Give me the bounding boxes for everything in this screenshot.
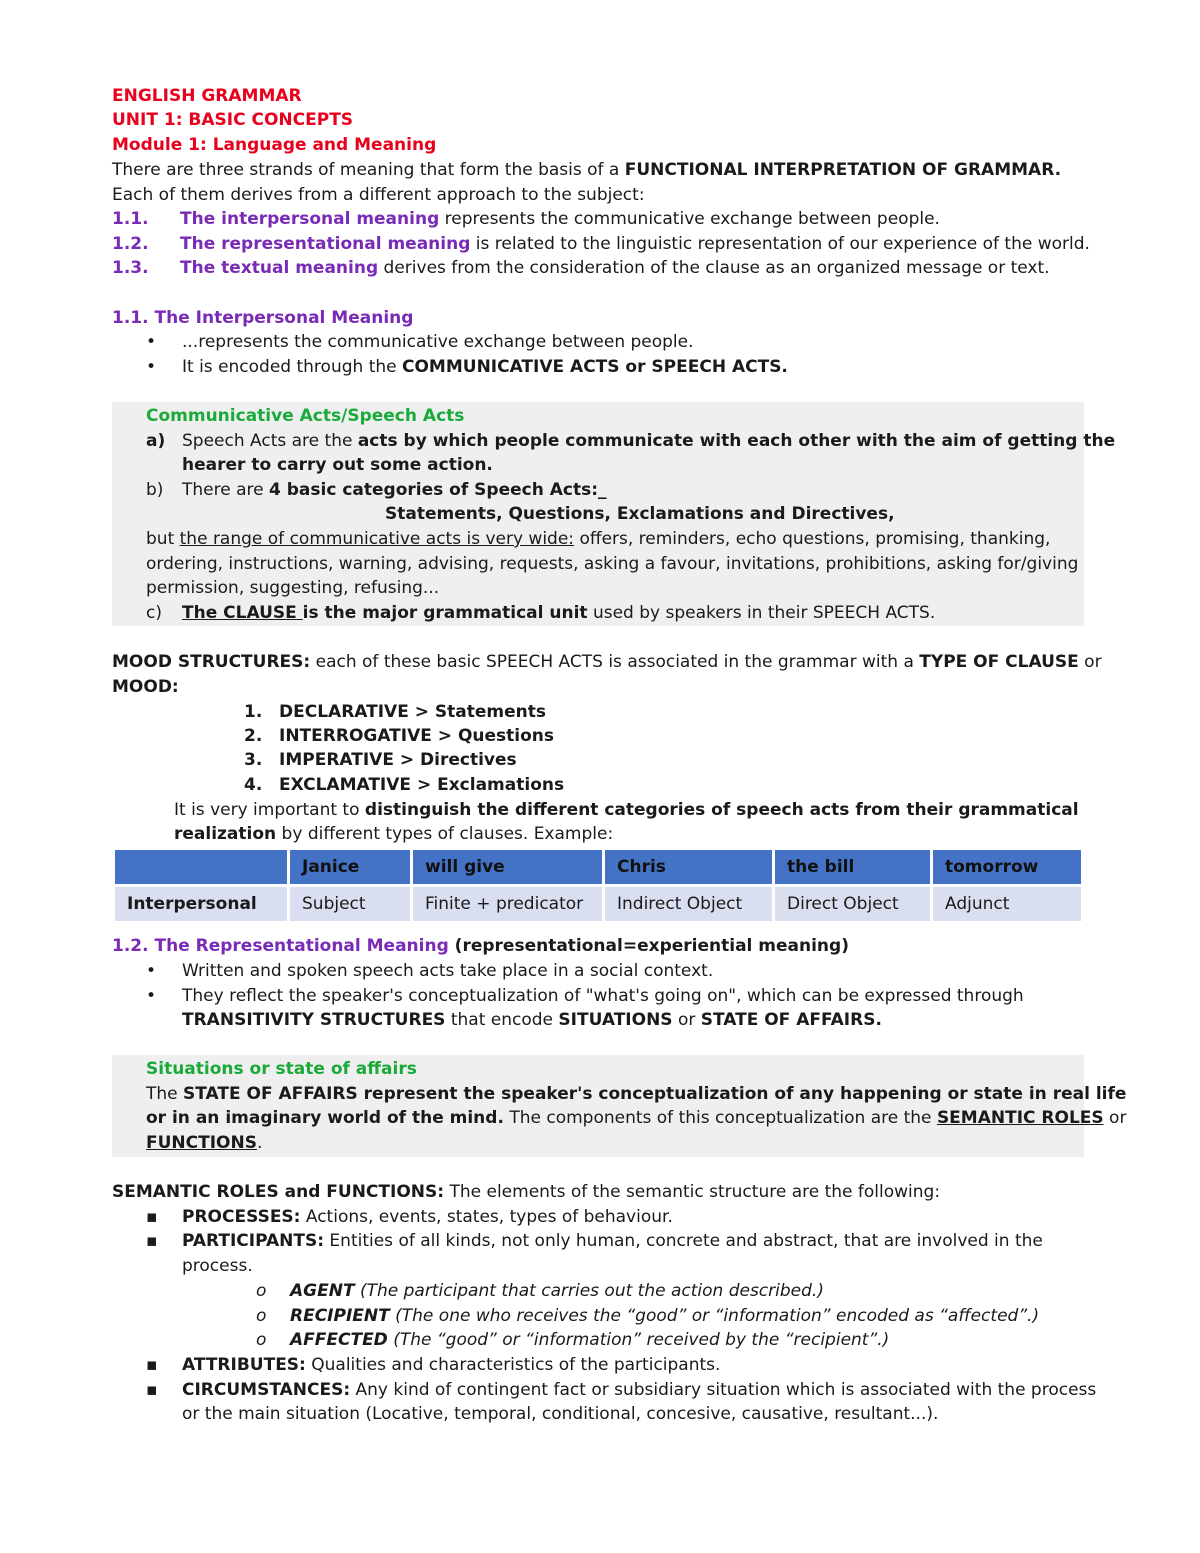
speech-acts-range-3: permission, suggesting, refusing...: [146, 578, 440, 598]
speech-acts-item-a-cont: hearer to carry out some action.: [182, 455, 493, 475]
speech-acts-item-c: c) The CLAUSE is the major grammatical unit used by speakers in their SPEECH ACTS.: [146, 603, 936, 623]
representational-heading: 1.2. The Representational Meaning (representational=experiential meaning): [112, 936, 849, 956]
semantic-roles-intro: SEMANTIC ROLES and FUNCTIONS: The elements of the semantic structure are the following:: [112, 1182, 941, 1202]
example-table: [112, 847, 1084, 924]
mood-structures-line-1: MOOD STRUCTURES: each of these basic SPEECH ACTS is associated in the grammar with a TYPE OF CLAUSE or: [112, 652, 1102, 672]
table-row: [115, 887, 1081, 921]
square-bullet-icon: ▪: [146, 1355, 158, 1375]
table-header-cell: tomorrow: [933, 850, 1081, 884]
mood-structures-line-2: MOOD:: [112, 677, 179, 697]
table-header-cell: Chris: [605, 850, 772, 884]
module-title: Module 1: Language and Meaning: [112, 135, 437, 155]
situations-line-3: FUNCTIONS.: [146, 1133, 263, 1153]
table-header-cell: Janice: [290, 850, 410, 884]
situations-line-2: or in an imaginary world of the mind. The components of this conceptualization are the SEMANTIC ROLES or: [146, 1108, 1127, 1128]
circle-bullet-icon: o: [256, 1330, 267, 1350]
square-bullet-icon: ▪: [146, 1380, 158, 1400]
table-cell: Direct Object: [775, 887, 930, 921]
speech-acts-range-1: but the range of communicative acts is very wide: offers, reminders, echo questions, promising, thanking,: [146, 529, 1051, 549]
representational-bullet-2-cont: TRANSITIVITY STRUCTURES that encode SITUATIONS or STATE OF AFFAIRS.: [182, 1010, 882, 1030]
bullet-icon: •: [146, 332, 157, 352]
table-header-cell: the bill: [775, 850, 930, 884]
circle-bullet-icon: o: [256, 1306, 267, 1326]
square-bullet-icon: ▪: [146, 1207, 158, 1227]
table-cell: Indirect Object: [605, 887, 772, 921]
speech-acts-range-2: ordering, instructions, warning, advising, requests, asking a favour, invitations, prohibitions, asking for/giving: [146, 554, 1079, 574]
semantic-sub-agent: o AGENT (The participant that carries out the action described.): [256, 1281, 824, 1301]
square-bullet-icon: ▪: [146, 1231, 158, 1251]
speech-acts-categories: Statements, Questions, Exclamations and Directives,: [385, 504, 895, 524]
mood-item-2: 2. INTERROGATIVE > Questions: [244, 726, 555, 746]
semantic-sub-recipient: o RECIPIENT (The one who receives the “good” or “information” encoded as “affected”.): [256, 1306, 1040, 1326]
document-page: ENGLISH GRAMMAR UNIT 1: BASIC CONCEPTS Module 1: Language and Meaning There are three strands of meaning that form the basis of a FUNCTIONAL INTERPRETATION OF GRAMMAR. Each of them derives from a different approach to the subject: 1.1. The interpersonal meaning represents the communicative exchange between people. 1.2. The representational meaning is related to the linguistic representation of our experience of the world. 1.3. The textual meaning derives from the consideration of the clause as an organized message or text. 1.1. The Interpersonal Meaning • ...represents the communicative exchange between people. • It is encoded through the COMMUNICATIVE ACTS or SPEECH ACTS. Communicative Acts/Speech Acts a) Speech Acts are the acts by which people communicate with each other with the aim of getting the hearer to carry out some action. b) There are 4 basic categories of Speech Acts:_ Statements, Questions, Exclamations and Directives, but the range of communicative acts is very wide: offers, reminders, echo questions, promising, thanking, ordering, instructions, warning, advising, requests, asking a favour, invitations, prohibitions, asking for/giving permission, suggesting, refusing... c) The CLAUSE is the major grammatical unit used by speakers in their SPEECH ACTS. MOOD STRUCTURES: each of these basic SPEECH ACTS is associated in the grammar with a TYPE OF CLAUSE or MOOD: 1. DECLARATIVE > Statements 2. INTERROGATIVE > Questions 3. IMPERATIVE > Directives 4. EXCLAMATIVE > Exclamations It is very important to distinguish the different categories of speech acts from their grammatical realization by different types of clauses. Example: Janice will give Chris the bill tomorrow Interpersonal Subject Finite + predicator Indirect Object Direct Object Adjunct 1.2. The Representational Meaning (representational=experiential meaning) • Written and spoken speech acts take place in a social context. • They reflect the speaker's conceptualization of "what's going on", which can be expressed through TRANSITIVITY STRUCTURES that encode SITUATIONS or STATE OF AFFAIRS. Situations or state of affairs The STATE OF AFFAIRS represent the speaker's conceptualization of any happening or state in real life or in an imaginary world of the mind. The components of this conceptualization are the SEMANTIC ROLES or FUNCTIONS. SEMANTIC ROLES and FUNCTIONS: The elements of the semantic structure are the following: ▪ PROCESSES: Actions, events, states, types of behaviour. ▪ PARTICIPANTS: Entities of all kinds, not only human, concrete and abstract, that are involved in the process. o AGENT (The participant that carries out the action described.) o RECIPIENT (The one who receives the “good” or “information” encoded as “affected”.) o AFFECTED (The “good” or “information” received by the “recipient”.) ▪ ATTRIBUTES: Qualities and characteristics of the participants. ▪ CIRCUMSTANCES: Any kind of contingent fact or subsidiary situation which is associated with the process or the main situation (Locative, temporal, conditional, concesive, causative, resultant...).: [112, 86, 1127, 1424]
semantic-sub-affected: o AFFECTED (The “good” or “information” received by the “recipient”.): [256, 1330, 890, 1350]
situations-line-1: The STATE OF AFFAIRS represent the speaker's conceptualization of any happening or state in real life: [146, 1084, 1127, 1104]
intro-line-2: Each of them derives from a different approach to the subject:: [112, 185, 645, 205]
bullet-icon: •: [146, 961, 157, 981]
unit-title: UNIT 1: BASIC CONCEPTS: [112, 110, 354, 130]
table-header-cell: [115, 850, 287, 884]
circle-bullet-icon: o: [256, 1281, 267, 1301]
table-cell: Interpersonal: [115, 887, 287, 921]
mood-item-3: 3. IMPERATIVE > Directives: [244, 750, 517, 770]
mood-note-2: realization by different types of clauses. Example:: [174, 824, 614, 844]
semantic-participants-cont: process.: [182, 1256, 253, 1276]
mood-item-1: 1. DECLARATIVE > Statements: [244, 702, 546, 722]
table-cell: Adjunct: [933, 887, 1081, 921]
speech-acts-heading: Communicative Acts/Speech Acts: [146, 406, 465, 426]
table-cell: Finite + predicator: [413, 887, 602, 921]
document-title: ENGLISH GRAMMAR: [112, 86, 302, 106]
situations-heading: Situations or state of affairs: [146, 1059, 417, 1079]
bullet-icon: •: [146, 986, 157, 1006]
intro-line-1: There are three strands of meaning that form the basis of a FUNCTIONAL INTERPRETATION OF GRAMMAR.: [112, 160, 1062, 180]
semantic-circumstances-cont: or the main situation (Locative, temporal, conditional, concesive, causative, resultant...).: [182, 1404, 939, 1424]
interpersonal-heading: 1.1. The Interpersonal Meaning: [112, 308, 414, 328]
speech-acts-item-b: b) There are 4 basic categories of Speech Acts:_: [146, 480, 607, 500]
bullet-icon: •: [146, 357, 157, 377]
table-header-cell: will give: [413, 850, 602, 884]
speech-acts-item-a: a) Speech Acts are the acts by which people communicate with each other with the aim of getting the: [146, 431, 1116, 451]
table-header-row: [115, 850, 1081, 884]
table-cell: Subject: [290, 887, 410, 921]
mood-item-4: 4. EXCLAMATIVE > Exclamations: [244, 775, 565, 795]
mood-note-1: It is very important to distinguish the different categories of speech acts from their grammatical: [174, 800, 1079, 820]
